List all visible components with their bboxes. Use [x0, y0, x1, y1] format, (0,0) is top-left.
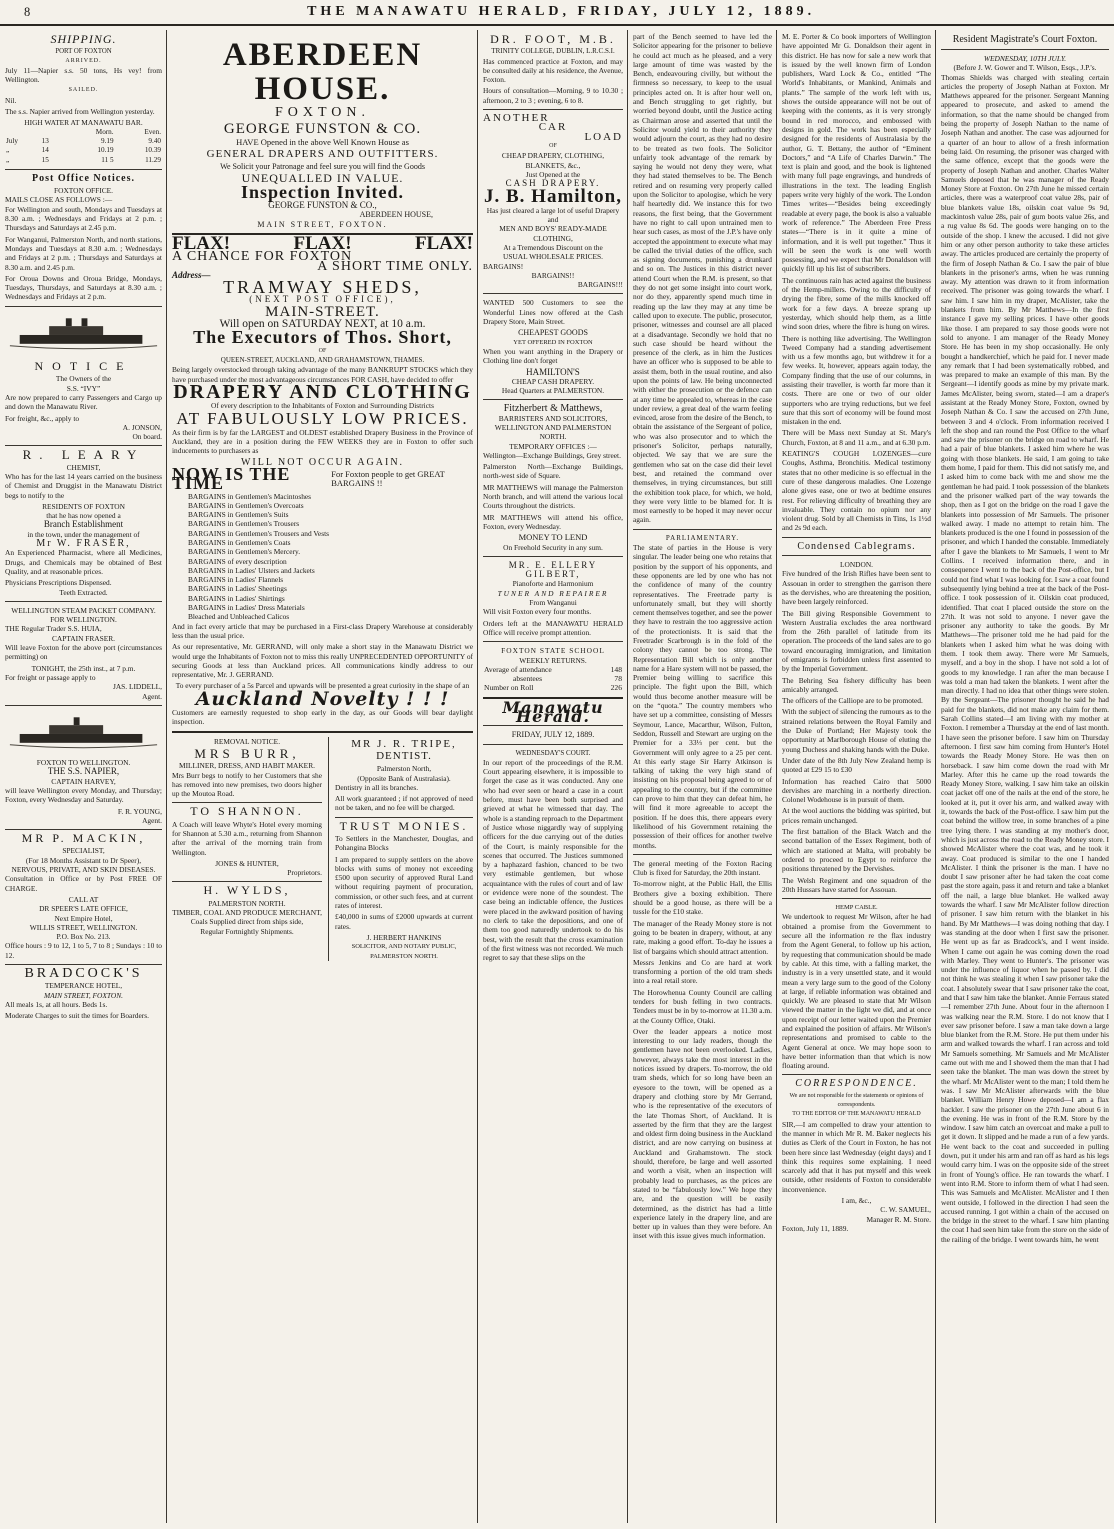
table-row: [5, 128, 162, 137]
matthews-text: MR MATTHEWS will manage the Palmerston North branch, and will attend the various local Courts throughout the districts.: [483, 482, 623, 511]
correspondence-to: TO THE EDITOR OF THE MANAWATU HERALD: [792, 1111, 921, 1118]
now-is-row: [172, 463, 473, 494]
leary-text: Who has for the last 14 years carried on the business of Chemist and Druggist in the Manawatu District begs to notify to the: [5, 471, 162, 500]
trust-sig2: SOLICITOR, AND NOTARY PUBLIC,: [351, 943, 457, 951]
table-cell: 148: [610, 664, 622, 674]
mail-text: For Wanganui, Palmerston North, and north stations, Mondays and Tuesdays at 8.30 a.m. ; Wednesdays and Fridays at 2 p.m. ; Thursdays and Saturdays at 8.30 a.m. and 2.45 p.m.: [5, 234, 162, 272]
novelty-heading: Auckland Novelty ! ! !: [195, 687, 450, 710]
table-cell: Average of attendance: [484, 664, 552, 674]
foxton-sub: FOXTON.: [274, 105, 371, 120]
bargains-1: BARGAINS!: [483, 261, 524, 271]
foot-text: Has commenced practice at Foxton, and may be consulted daily at his residence, the Avenue, Foxton.: [483, 56, 623, 85]
school-heading: FOXTON STATE SCHOOL: [501, 646, 605, 656]
leary-text3: in the town, under the management of: [27, 529, 140, 539]
burr-sub: MILLINER, DRESS, AND HABIT MAKER.: [179, 761, 315, 771]
list-item: BARGAINS in Ladies' Dress Materials: [188, 603, 305, 613]
opened-text: HAVE Opened in the above Well Known House as: [236, 136, 409, 147]
funston-sig1: GEORGE FUNSTON & CO.,: [268, 200, 377, 211]
tripe-heading: MR J. R. TRIPE,: [351, 737, 457, 750]
mackin-addr2: Next Empire Hotel,: [54, 913, 113, 923]
cable-item: The officers of the Calliope are to be promoted.: [782, 696, 923, 706]
arrived-text: July 11—Napier s.s. 50 tons, Hs vey! from Wellington.: [5, 65, 162, 85]
high-water-heading: HIGH WATER AT MANAWATU BAR.: [24, 118, 143, 128]
leary-sub: CHEMIST,: [66, 462, 101, 472]
leary-text4: An Experienced Pharmacist, where all Medicines, Drugs, and Chemicals may be obtained of Best Quality, and at reasonable prices.: [5, 548, 162, 576]
tripe-text2: All work guaranteed ; if not approved of need not be taken, and no fee will be charged.: [335, 794, 473, 813]
table-cell: absentees: [513, 674, 543, 684]
cable-item: The Bill giving Responsible Government to Western Australia excludes the area northward from the 26th parallel of latitude from its operation. The proceeds of the land sales are to go toward encouraging immigration, and limitation of emigrants is forbidden unless first assented to by the Imperial Government.: [782, 608, 931, 674]
cable-item: Information has reached Cairo that 5000 dervishes are marching in a northerly direction. Colonel Wodehouse is in pursuit of them.: [782, 776, 931, 805]
steamship-icon: [5, 714, 162, 752]
table-cell: 9.19: [101, 136, 114, 145]
cable-item: At the wool auctions the bidding was spirited, but prices remain unchanged.: [782, 806, 931, 825]
page-mark: 8: [24, 4, 33, 19]
wsp-agent: JAS. LIDDELL,: [112, 682, 162, 692]
cash-drapery: CASH DRAPERY.: [505, 178, 601, 189]
list-item: BARGAINS in Gentlemen's Trousers: [188, 519, 300, 529]
chance-text: A CHANCE FOR FOXTON: [172, 249, 353, 265]
rm-court-text: Thomas Shields was charged with stealing certain articles the property of Joseph Nathan at Foxton. Mr Matthews appeared for the prisoner. Sergeant Manning appeared to prosecute, and asked to amend the information, so that the name should be changed from being the property of Joseph Nathan to the name of Joseph Nathan and another. The case was adjourned for a quarter of an hour to allow of a fresh information being laid. On resuming, the prisoner was charged with the same offence, except that the goods were the property of Joseph Nathan and another. Charles Walter Samuels deposed that he was manager of the Ready Money Store at Foxton. On 27th June he missed certain articles, there was a waterproof coat value 28s, pair of blue blankets value 18s, oilskin coat value 9s 9d, mackintosh value 28s, pair of gum boots value 26s, and a rug value 8s 6d. The goods were hanging on to the outside of the shop. I knew the accused. I did not give him or any other person authority to take these articles away. The articles produced are certainly the property of the firm of Joseph Nathan & Co. I saw the pair of blue blankets in the prisoner's arms, when he was running away. My attention was drawn to it from information received. The prisoner was going towards the wharf. I saw him. I saw him in my draper, McAlister, take the blankets from him. By Mr Matthews—In the first instance I gave my selling prices. I have other goods like those. I am prepared to say those goods were not sold to anyone. I am manager of the Ready Money Store. He has been in my shop occasionally. He only bought a handkerchief, which he paid for. I never made any remark that I had been systematically robbed, and was prepared to make an example of this man. By the Sergeant—I identify goods as mine by my private mark. James McAlister, being sworn, stated—I am a draper's assistant at the Ready Money Store, Foxton, owned by Joseph Nathan & Co. I saw the accused on 27th June, between 3 and 4 o'clock. From information received I left the shop and ran round the Post Office to the wharf and saw the prisoner on the bridge on road to wharf. He had a pair of blue blankets. I asked him where he was going with those blankets. He said, I am going to take them home, I paid for them. This did not satisfy me, and I asked him to come back with me and show me the gentleman he had paid. I took possession of the blankets and the prisoner walked part of the way towards the shop, then as I got on the bridge on the road I gave the blankets into possession of Mr Samuels. The prisoner walked away. I made no attempt to retain him. The blankets produced is the one I found in possession of the prisoner, and which I handed the constable. Immediately after I gave the blankets to Mr Samuels, I went to Mr Collins. I received information there, and in consequence I went to the back of the Post-office, but I could not find what I was looking for. I saw a coat found subsequently lying behind a tree at the back of the Post-office. I took possession of it. Oilskin coat produced, identified. That coat I placed outside the store on the 27th. It was not sold to anyone. I never gave the prisoner any authority to take the goods. By Mr Matthews—The prisoner told me he had paid for the blankets when I asked him what he was doing with them. I took them away. There were Mr Samuels, myself, and a boy in the shop. I have not sold a lot of goods to my knowledge. I ran after the man because I was told a man had taken the blankets. I went after the man directly. I had no idea that other things were stolen. By the Sergeant—The prisoner thought he said he had paid for the blankets, did not make any claim for them. Sarah Collins stated—I am living with my mother at Foxton. I remember a Thursday at the end of last month. I have seen the prisoner before. I saw him on Thursday afternoon. I first saw him coming from Hunter's Hotel towards the Ready Money Store. He was then on horseback. I saw him come down the road with Mr Marley. After this he came up the road towards the Ready Money Store, walking. I saw him take an oilskin coat jacket off one of the nails at the end of the store, he looked at it, put it over his arm, and walked away with it, towards the back of the Post-office. I saw him put the coat behind the willow tree, in some branches of a pine tree lying there. I was standing at my mother's door, which is just across the road to the Ready Money store. I showed McAlister where the coat was, and he took it away. Coat produced is similar to the one I handed McAlister. I think the prisoner is the man. I have no doubt I saw prisoner after he had taken the coat come past the store again, pass it and return and take a blanket off the nail, a large blue blanket. He walked away towards the wharf. I saw Mr McAlister follow direction of prisoner. I saw him return with the blanket in his hand. By Mr Matthews—I was doing nothing that day. I was standing at the door when I first saw the prisoner. He went up as far as Bradcock's, and I went inside. When I came out again he was coming down the road with Marley. They went to Hunter's. The prisoner was under the influence of liquor when he passed by. I did not think he was stealing it when I saw prisoner take the coat. I absolutely swear that I saw prisoner take the coat, and that I saw him take the blanket. Annie Ferraus stated—I remember 27th June. About four in the afternoon I was walking near the R.M. Store. I do not know that I ever saw prisoner before. I saw a man take down a large blue blanket from the R.M. Store. He put them under his arm and walked towards the wharf. I ran across and told Mr Samuels something. Mr Samuels and Mr McAlister came out with me and I showed them the man that I had seen take the blanket. The man was down the street by the wharf. Mr McAlister went to the man; I told them he was. I saw Mr McAlister afterwards with the blue blanket. William Henry Howe deposed—I am a flax hackler. I saw the prisoner on the 27th June about 6 in the evening. He was in front of the R.M. Store by the window. I saw him catch an overcoat and make a pull to get it down. It slipped and he made a run of a few yards. He went back to the coat and succeeded in pulling down, put it under his arm and ran off as hard as his legs would carry him. I was on the opposite side of the street in front of Young's office. He ran towards the wharf. I went into R.M. Store to inform them of what I had seen. This was Samuels and McAlister. McAlister and I then went outside, I followed in the direction I had seen the accused running. I got within a chain of the accused on the bridge in the street to the wharf. I saw him planting the coat I had seen him take from the store on the side of the railing of the bridge. I went towards him, he went: [941, 72, 1109, 1244]
inspection-heading: Inspection Invited.: [240, 181, 405, 202]
trust-sig: J. HERBERT HANKINS: [366, 932, 442, 942]
notice-text: Are now prepared to carry Passengers and Cargo up and down the Manawatu River.: [5, 392, 162, 412]
short-text: A SHORT TIME ONLY.: [317, 258, 473, 274]
correspondence-title: Manager R. M. Store.: [866, 1214, 931, 1224]
bottom-ads: [172, 737, 473, 961]
sailed-note: The s.s. Napier arrived from Wellington yesterday.: [5, 107, 155, 117]
fabulously-heading: AT FABULOUSLY LOW PRICES.: [176, 409, 469, 429]
bargain-list: [172, 492, 473, 622]
column-rule: [935, 30, 936, 1523]
removal-heading: REMOVAL NOTICE.: [213, 736, 281, 746]
column-rule: [477, 30, 478, 1523]
wsp-text: THE Regular Trader S.S. HUIA,: [5, 624, 102, 634]
solicit-text: We Solicit your Patronage and feel sure you will find the Goods: [220, 162, 425, 172]
temp-text: Wellington—Exchange Buildings, Grey street.: [483, 450, 621, 460]
tripe-sub: DENTIST.: [376, 749, 432, 762]
table-cell: „: [6, 155, 10, 164]
ftw-heading: FOXTON TO WELLINGTON.: [36, 758, 131, 768]
column-rule: [776, 30, 777, 1523]
ftw-agent2: Agent.: [142, 815, 162, 825]
representative-text: As our representative, Mr. GERRAND, will only make a short stay in the Manawatu District we would urge the Inhabitants of Foxton not to miss this really UNPRECEDENTED OPPORTUNITY of securing Goods at less than Auckland prices. All communications kindly address to our representative, Mr. J. GERRAND.: [172, 642, 473, 680]
table-cell: [41, 128, 64, 137]
now-side: For Foxton people to get GREAT BARGAINS !!: [331, 468, 445, 489]
ad-right: [335, 737, 473, 961]
when-you: When you want anything in the Drapery or Clothing line don't forget: [483, 346, 623, 366]
wanted-text: WANTED 500 Customers to see the Wonderful Lines now offered at the Cash Drapery Store, Main Street.: [483, 298, 623, 327]
ad-left: [172, 737, 322, 961]
flax-word: FLAX!: [293, 232, 352, 254]
mackin-sub3: NERVOUS, PRIVATE, AND SKIN DISEASES.: [11, 865, 156, 875]
parliamentary-text: The state of parties in the House is very singular. The leader being one who retains that position by the support of his opponents, and these opponents are led by one who has not the confidence of many of the country representatives. The Freetrade party is unfortunately small, but they will shortly cement themselves together, and see the power they have to restrain the too aggressive action of the protectionists. It is said that the Freetrader Scarbrough is in the fold of the colony they cannot be too strong. The Representation Bill which is only another name for a Hare system will not be passed, the Premier being willing to sacrifice this principle. The fight upon the Bill, which would thus become another measure will be on the “quota.” The country members who have set up a committee, consisting of Messrs Seymour, Lance, Macarthur, Wilson, Fulton, Seddon, Russell and Stewart are urging on the Premier for a 33⅓ per cent. but the Government will only agree to a 25 per cent. At this early stage Sir Harry Atkinson is talking of taking the very high stand of insisting on his proposal being agreed to or of appealing to the country, but if the committee can prove to him that they can defeat him, he will find it more agreeable to accept the position. If he does this, there appears every likelihood of his Government retaining the possession of their offices for another twelve months.: [633, 543, 772, 850]
table-cell: Number on Roll: [484, 683, 534, 693]
will-open: Will open on SATURDAY NEXT, at 10 a.m.: [219, 318, 426, 331]
school-table: [483, 665, 623, 693]
wsp-captain: CAPTAIN FRASER.: [51, 633, 116, 643]
mail-text: For Oroua Downs and Oroua Bridge, Mondays, Tuesdays, Thursdays, and Saturdays at 8.30 a.m. ; Wednesdays and Fridays at 2 p.m.: [5, 273, 162, 302]
court-heading: WEDNESDAY'S COURT.: [515, 748, 591, 757]
foot-hours: Hours of consultation—Morning, 9 to 10.30 ; afternoon, 2 to 3 ; evening, 6 to 8.: [483, 86, 623, 105]
column-4: [630, 30, 775, 1523]
leary-teeth: Teeth Extracted.: [59, 587, 108, 597]
high-water-table: [5, 128, 162, 165]
cable-item: The first battalion of the Black Watch and the second battalion of the Essex Regiment, both of which are stationed at Malta, will probably be ordered to proceed to Egypt to reinforce the positions threatened by the Dervishes.: [782, 827, 931, 874]
executors-heading: The Executors of Thos. Short,: [193, 327, 452, 348]
correspondence-heading: CORRESPONDENCE.: [795, 1078, 918, 1090]
local-item: There is nothing like advertising. The Wellington Tweed Company had a standing advertisement with us a few months ago, but withdrew it for a few weeks. It, however, appears again today, the Company finding that the use of our columns, in assisting their traveller, is worth far more than it costs. There are one or two of our older supporters who are trying reductions, but we feel sure that this sort of economy will be found most mistaken in the end.: [782, 333, 931, 427]
flax-word: FLAX!: [172, 232, 231, 254]
hamilton-heading: J. B. Hamilton,: [484, 186, 622, 208]
bradcock-addr: MAIN STREET, FOXTON.: [44, 990, 123, 1000]
tremendous: At a Tremendous Discount on the: [503, 242, 603, 252]
mackin-sub: SPECIALIST,: [62, 846, 105, 856]
trust-text: To Settlers in the Manchester, Douglas, and Pohangina Blocks: [335, 834, 473, 853]
fitz-heading: Fitzherbert & Matthews,: [503, 403, 603, 415]
arrived-heading: ARRIVED.: [65, 57, 102, 64]
port-label: PORT OF FOXTON: [55, 48, 112, 56]
correspondence-disclaimer: We are not responsible for the statements or opinions of correspondents.: [789, 1092, 924, 1109]
local-item: Over the leader appears a notice most interesting to our lady readers, though the gentlemen have not been overlooked. Ladies, however, always take the most interest in the notices issued by drapers. To-morrow, the old tram sheds, which for so long have been an eyesore to the town, will be opened as a drapery and clothing store by Mr Gerrand, who is the representative of the executors of the late Thomas Short, of Auckland. It is asserted by the firm that they are the largest and oldest firm doing business in the Auckland district, and are now carrying on business at Auckland and Grahamstown. The stock should, therefore, be large and well assorted and worth a visit, when an inspection will probably lead to purchases, as the prices are stated to be “fabulously low.” We hope they are, and the question will be easily determined, as the district has had a little experience lately in the drapery line, and are better up in values than they were before. An inset with this issue gives much information.: [633, 1026, 772, 1241]
column-6: [938, 30, 1112, 1523]
temp-offices: TEMPORARY OFFICES :—: [509, 441, 597, 451]
another-text: ANOTHER: [483, 112, 550, 125]
tripe-addr: Palmerston North,: [376, 764, 432, 774]
table-row: [483, 674, 623, 683]
rm-court-before: (Before J. W. Gower and T. Wilson, Esqs., J.P.'s.: [953, 63, 1097, 73]
every-article: And in fact every article that may be purchased in a First-class Drapery Warehouse at considerably less than the usual price.: [172, 621, 473, 640]
main-street: MAIN-STREET.: [265, 303, 380, 320]
hemp-heading: HEMP CABLE.: [835, 904, 878, 912]
local-item: The general meeting of the Foxton Racing Club is fixed for Saturday, the 20th instant.: [633, 858, 772, 878]
local-item: There will be Mass next Sunday at St. Mary's Church, Foxton, at 8 and 11 a.m., and at 6.30 p.m.: [782, 428, 931, 447]
wylds-sub: PALMERSTON NORTH.: [208, 898, 286, 908]
ellery-text2: Orders left at the MANAWATU HERALD Office will receive prompt attention.: [483, 618, 623, 637]
local-item: The continuous rain has acted against the business of the Hemp-millers. Owing to the difficulty of drying the fibre, some of the mills knocked off work for a few days. A breeze sprang up yesterday, which should help them, as a little wind soon dries, where the fibre is hung on wires.: [782, 275, 931, 332]
notice-owners: The Owners of the: [55, 374, 112, 384]
hamiltons-sub: CHEAP CASH DRAPERY.: [511, 376, 595, 386]
table-row: [5, 156, 162, 165]
notice-agent: A. JONSON,: [122, 422, 162, 432]
wsp-heading: WELLINGTON STEAM PACKET COMPANY.: [11, 605, 156, 615]
list-item: BARGAINS in Gentlemen's Macintoshes: [188, 491, 312, 501]
funston-sig2: ABERDEEN HOUSE,: [359, 210, 433, 220]
court-text: In our report of the proceedings of the R.M. Court appearing elsewhere, it is impossible to forget the case as it was conducted. Any one who had ever seen or heard a case in a court before, must have been both surprised and grieved at what he witnessed that day. The whole is a standing reproach to the Department of Justice whose niggardly way of supplying officers for the due carrying out of the duties of the Court, is mainly responsible for the scenes that occurred. The Justices summoned by a haphazard fashion, chanced to be two very estimable gentlemen, but whose acquaintance with the rules of court and of law or evidence were none of the soundest. The case being an indictable offence, the Justices were placed in the awkward position of having no clerk to take the depositions, and one of them too good naturedly undertook to do his best, with the result that the cross examination of the first witness was not recorded. We much regret to say that these slips on the: [483, 757, 623, 963]
now-is-heading: NOW IS THE TIME: [172, 463, 291, 494]
table-cell: „: [6, 146, 10, 155]
leary-branch: Branch Establishment: [43, 519, 124, 530]
column-1: [2, 30, 165, 1523]
editorial-text: part of the Bench seemed to have led the Solicitor appearing for the prisoner to believe he could act much as he pleased, and a very large amount of time was wasted by the Bench, endeavouring civilly, but without the firmness so necessary, to keep to the usual principles acted on. It is after hour well on, and Bench struggling to get rightly, but worried beyond doubt, until the Justice acting as Chairman arose and asserted that until the Solicitor would yield to their authority they would adjourn the court, as they had no desire to be treated as two fools. The Solicitor unfairly took advantage of the remark by saying he would not deny they were, what they had stated themselves to be. The Bench retired and on resuming very properly called upon the Solicitor to apologise, which he very half heartedly did. We instance this for two reasons, the first being, that the Government have no right to call upon untrained men to hear such cases, as most of the J.P.'s have only accepted the appointment to execute what may be called the trivial duties of the office, such as signing documents, punishing a drunkard and so on. The Justices in this district never attend Court when the R.M. is present, so that they do not get some insight into court work, nor do they, apparently spend much time in reading up the law they may at any time be called upon to execute. The public, prosecutor, prisoner, witnesses and counsel are all placed at a disadvantage. Secondly we hold that no such case should be heard without the presence of the clerk, as in him the Justices have an officer who is supposed to be able to assist them, both in the usual routine, and also upon the points of law. He being unconnected with either the prosecution or the defence can at any time be appealed to, whereas in the case under review, a great deal of the warm feeling evinced, arose from the desire of the Bench, to obtain the assistance of the Sergeant of police, who was also prosecutor and to which the prisoner's Solicitor, perhaps naturally, objected. We say that we are sure the gentlemen who sat on the case did their level best, and retained the command over themselves, in trying circumstances, but still the exhibition took place, for which, we hold, they were very little to be blamed for. It is most earnestly to be hoped it may never occur again.: [633, 32, 772, 525]
list-item: BARGAINS in Gentlemen's Suits: [188, 510, 289, 520]
sailed-text: Nil.: [5, 95, 17, 105]
cheap-text: CHEAP DRAPERY, CLOTHING, BLANKETS, &c.,: [501, 151, 605, 170]
cable-item: The Behring Sea fishery difficulty has been amicably arranged.: [782, 675, 931, 694]
notice-ship: S.S. “IVY”: [66, 383, 101, 393]
will-not: WILL NOT OCCUR AGAIN.: [240, 456, 405, 468]
notice-freight: For freight, &c., apply to: [5, 413, 80, 423]
notice-heading: NOTICE: [34, 359, 133, 374]
shannon-sig2: Proprietors.: [287, 868, 322, 878]
table-row: [5, 146, 162, 155]
column-rule: [166, 30, 167, 1523]
table-cell: 226: [610, 683, 622, 693]
funston-sig3: MAIN STREET, FOXTON.: [257, 219, 388, 229]
wsp-for: FOR WELLINGTON.: [50, 615, 117, 625]
table-cell: July: [6, 136, 18, 145]
shipping-heading: SHIPPING.: [50, 32, 117, 46]
column-rule: [627, 30, 628, 1523]
burr-heading: MRS BURR,: [194, 745, 300, 761]
cablegrams-heading: Condensed Cablegrams.: [797, 540, 916, 552]
head-quarters: Head Quarters at PALMERSTON.: [501, 386, 605, 396]
list-item: BARGAINS in Gentlemen's Overcoats: [188, 500, 304, 510]
trust-heading: TRUST MONIES.: [339, 818, 469, 833]
ellery-sub2: TUNER AND REPAIRER: [497, 588, 609, 598]
mackin-hours: Office hours : 9 to 12, 1 to 5, 7 to 8 ; Sundays : 10 to 12.: [5, 941, 162, 960]
bargains-3: BARGAINS!!!: [577, 280, 623, 290]
customers-text: Customers are earnestly requested to shop early in the day, as our Goods will bear daylight inspection.: [172, 708, 473, 727]
table-cell: [5, 128, 41, 137]
ftw-captain: CAPTAIN HARVEY,: [51, 776, 116, 786]
mail-text: For Wellington and south, Mondays and Tuesdays at 8.30 a.m. ; Wednesdays and Fridays at 2 p.m. ; Thursdays and Saturdays at 2.45 p.m.: [5, 204, 162, 233]
leary-manager: FRASER,: [76, 538, 131, 550]
list-item: BARGAINS in Ladies' Ulsters and Jackets: [188, 565, 315, 575]
mackin-addr3: WILLIS STREET, WELLINGTON.: [29, 922, 138, 932]
queen-street: QUEEN-STREET, AUCKLAND, AND GRAHAMSTOWN, THAMES.: [220, 355, 425, 364]
table-row: [483, 683, 623, 692]
masthead: [0, 0, 1114, 26]
foot-heading: DR. FOOT, M.B.: [490, 32, 616, 46]
next-po: (NEXT POST OFFICE),: [249, 294, 396, 305]
matthews-text2: MR MATTHEWS will attend his office, Foxton, every Wednesday.: [483, 512, 623, 531]
mackin-call: CALL AT: [68, 894, 99, 904]
wylds-text: Coals Supplied direct from ships side,: [190, 917, 304, 927]
leary-manager-prefix: Mr W.: [36, 538, 72, 550]
every-desc: Of every description to the Inhabitants of Foxton and Surrounding Districts: [211, 401, 434, 411]
list-item: BARGAINS in Gentlemen's Coats: [188, 537, 291, 547]
tramway-heading: TRAMWAY SHEDS,: [223, 277, 422, 298]
mails-close: MAILS CLOSE AS FOLLOWS :—: [5, 195, 113, 205]
bradcock-sub: TEMPERANCE HOTEL,: [44, 981, 123, 991]
just-text: Just Opened at the: [525, 169, 581, 179]
mackin-text: Consultation in Office or by Post FREE OF CHARGE.: [5, 874, 162, 893]
rm-court-heading: Resident Magistrate's Court Foxton.: [952, 34, 1098, 45]
leary-text2: that he has now opened a: [46, 511, 121, 521]
wylds-sub2: TIMBER, COAL AND PRODUCE MERCHANT,: [172, 908, 322, 918]
yet-offered: YET OFFERED IN FOXTON: [513, 338, 593, 346]
table-cell: Even.: [144, 127, 161, 136]
trust-sig3: PALMERSTON NORTH.: [370, 952, 438, 960]
shannon-text: A Coach will leave Whyte's Hotel every morning for Shannon at 5.30 a.m., returning from Shannon after the arrival of the morning train from Wellington.: [172, 819, 322, 857]
cheapest: CHEAPEST GOODS: [518, 328, 588, 338]
men-boys: MEN AND BOYS' READY-MADE CLOTHING,: [499, 224, 607, 243]
trust-text3: £40,000 in sums of £2000 upwards at current rates.: [335, 912, 473, 931]
cable-item: With the subject of silencing the rumours as to the strained relations between the Royal Family and the Duke of Portland; Her Majesty took the opportunity at Marlborough House of eluting the young Duchess and shaking hands with the Duke.: [782, 707, 931, 754]
correspondence-name: C. W. SAMUEL,: [880, 1205, 931, 1215]
wsp-date: TONIGHT, the 25th inst., at 7 p.m.: [31, 663, 136, 673]
list-item: Bleached and Unbleached Calicos: [188, 612, 290, 622]
load-text: LOAD: [584, 130, 623, 143]
table-cell: 78: [614, 674, 622, 684]
aberdeen-heading: ABERDEEN HOUSE.: [222, 37, 423, 107]
ellery-sub: Pianoforte and Harmonium: [512, 579, 594, 589]
steamship-icon: [5, 315, 162, 353]
wylds-heading: H. WYLDS,: [203, 883, 291, 898]
cable-item: Five hundred of the Irish Rifles have been sent to Assouan in order to strengthen the garrison there as the dervishes, who are threatening the position, have been largely reinforced.: [782, 569, 931, 607]
local-item: The manager of the Ready Money store is not going to be beaten in drapery, without, at any rate, making a good effort. To-day he issues a list of bargains which should attract attention.: [633, 918, 772, 956]
local-item: KEATING'S COUGH LOZENGES—cure Coughs, Asthma, Bronchitis. Medical testimony states that no other medicine is so effectual in the cure of these dangerous maladies. One Lozenge alone gives ease, one or two at bedtime ensures rest. For relieving difficulty of breathing they are invaluable. They contain no opium nor any violent drug. Sold by all Chemists in Tins, 1s 1½d and 2s 9d each.: [782, 449, 931, 533]
flax-word: FLAX!: [414, 232, 473, 254]
ftw-ship: THE S.S. NAPIER,: [47, 766, 120, 777]
weekly-returns: WEEKLY RETURNS.: [519, 655, 587, 665]
correspondence-sign: I am, &c.,: [841, 1196, 872, 1206]
wylds-text2: Regular Fortnightly Shipments.: [200, 926, 294, 936]
unequalled-text: UNEQUALLED IN VALUE.: [241, 171, 404, 186]
of-text: OF: [549, 142, 557, 149]
table-cell: 11.29: [145, 155, 161, 164]
list-item: BARGAINS in Ladies' Sheetings: [188, 584, 287, 594]
cable-item: The Welsh Regiment and one squadron of the 20th Hussars have started for Assouan.: [782, 875, 931, 894]
shannon-sig: JONES & HUNTER,: [215, 858, 279, 868]
trust-text2: I am prepared to supply settlers on the above blocks with sums of money not exceeding £500 upon security of approved Rural Land without requiring payment of procuration, commission, or other such fees, and at current rates of interest.: [335, 854, 473, 911]
drapers-text: GENERAL DRAPERS AND OUTFITTERS.: [206, 147, 439, 160]
parcel-text: To every purchaser of a 5s Parcel and upwards will be presented a great curiosity in the shape of an: [175, 681, 470, 691]
wsp-agent2: Agent.: [142, 691, 162, 701]
ellery-text: Will visit Foxton every four months.: [483, 607, 592, 617]
firm-text: As their firm is by far the LARGEST and OLDEST established Drapery Business in the Province of Auckland, they are in a position during the FEW WEEKS they are in Foxton to offer such inducements to purchasers as: [172, 427, 473, 456]
drapery-heading: DRAPERY AND CLOTHING: [173, 380, 472, 403]
london-label: LONDON.: [839, 560, 874, 570]
leary-residents: RESIDENTS OF FOXTON: [42, 501, 125, 511]
correspondence-date: Foxton, July 11, 1889.: [782, 1223, 849, 1233]
foot-sub: TRINITY COLLEGE, DUBLIN, L.R.C.S.I.: [491, 47, 615, 56]
column-5: [779, 30, 934, 1523]
tripe-text: Dentistry in all its branches.: [335, 782, 419, 792]
table-cell: 14: [41, 146, 49, 155]
mackin-addr: DR SPEER'S LATE OFFICE,: [39, 904, 128, 914]
of-text: OF: [318, 347, 327, 354]
flax-banner: [172, 232, 473, 254]
wellington-pn: WELLINGTON AND PALMERSTON NORTH.: [494, 422, 612, 442]
leary-rx: Physicians Prescriptions Dispensed.: [5, 578, 112, 588]
correspondence-text: SIR,—I am compelled to draw your attention to the manner in which Mr R. M. Baker neglects his duties as Clerk of the Court in Foxton, he has not been here since last Wednesday (eight days) and I think this requires some explaining. I need scarcely add that it has put myself and this week outside, other residents of Foxton to considerable inconvenience.: [782, 1119, 931, 1194]
barristers: BARRISTERS AND SOLICITORS,: [498, 413, 608, 423]
temp-text2: Palmerston North—Exchange Buildings, north-west side of Square.: [483, 462, 623, 481]
overstocked-text: Being largely overstocked through taking advantage of the many BANKRUPT STOCKS which they have purchased under the most advantageous circumstances FOR CASH, have decided to offer: [172, 365, 473, 384]
parliamentary-heading: PARLIAMENTARY.: [665, 533, 740, 542]
table-cell: 10.19: [97, 146, 114, 155]
sailed-heading: SAILED.: [68, 87, 99, 94]
address-label: Address—: [172, 269, 211, 280]
bradcock-meals: All meals 1s, at all hours. Beds 1s.: [5, 999, 108, 1009]
burr-text: Mrs Burr begs to notify to her Customers that she has removed into new premises, two doors higher up the Moutoa Road.: [172, 770, 322, 799]
wsp-freight: For freight or passage apply to: [5, 672, 96, 682]
mackin-heading: MR P. MACKIN,: [21, 831, 146, 846]
list-item: BARGAINS of every description: [188, 556, 287, 566]
table-cell: 10.39: [144, 146, 161, 155]
funston-heading: GEORGE FUNSTON & CO.: [223, 121, 422, 138]
local-item: To-morrow night, at the Public Hall, the Ellis Brothers give a boxing exhibition. There should be a good house, as there will be a tussle for the £10 stake.: [633, 879, 772, 917]
column-2: [169, 30, 476, 1523]
local-item: The Horowhenua County Council are calling tenders for bush felling in two contracts. Tenders must be in by to-morrow at 11.30 a.m. at the County Office, Otaki.: [633, 987, 772, 1025]
table-cell: 13: [41, 136, 49, 145]
money-heading: MONEY TO LEND: [518, 532, 588, 543]
table-row: [483, 665, 623, 674]
masthead-title: THE MANAWATU HERALD, FRIDAY, JULY 12, 1889.: [307, 4, 816, 19]
table-row: [5, 137, 162, 146]
bargains-2: BARGAINS!!: [531, 270, 575, 280]
ftw-agent: F. R. YOUNG,: [117, 806, 162, 816]
hamiltons: HAMILTON'S: [526, 366, 580, 377]
mackin-sub2: (For 18 Months Assistant to Dr Speer),: [25, 855, 142, 865]
ftw-text: will leave Wellington every Monday, and Thursday; Foxton, every Wednesday and Saturday.: [5, 786, 162, 805]
money-text: On Freehold Security in any sum.: [503, 542, 603, 552]
usual: USUAL WHOLESALE PRICES.: [503, 252, 603, 262]
mackin-box: P.O. Box No. 213.: [56, 932, 111, 942]
table-cell: 15: [41, 155, 49, 164]
table-cell: 11 5: [101, 155, 114, 164]
has-just: Has just cleared a large lot of useful Drapery and: [486, 205, 620, 225]
list-item: BARGAINS in Ladies' Shirtings: [188, 593, 285, 603]
list-item: BARGAINS in Gentlemen's Trousers and Vests: [188, 528, 330, 538]
herald-date: FRIDAY, JULY 12, 1889.: [511, 730, 595, 740]
tripe-addr2: (Opposite Bank of Australasia).: [357, 773, 451, 783]
column-3: [480, 30, 626, 1523]
cable-item: Under date of the 8th July New Zealand hemp is quoted at £29 15 to £30: [782, 755, 931, 775]
post-office-sub: FOXTON OFFICE.: [54, 186, 113, 196]
post-office-heading: Post Office Notices.: [31, 172, 136, 184]
notice-board: On board.: [132, 432, 162, 442]
rm-court-date: WEDNESDAY, 10TH JULY.: [983, 54, 1067, 63]
bradcock-heading: BRADCOCK'S: [24, 966, 143, 982]
hemp-text: We undertook to request Mr Wilson, after he had obtained a promise from the Government to secure all the information re the flax industry from the Agent General, to follow up his action, by requesting that communication should be made by cable. At this time, with a falling market, the industry is in a very unsettled state, and it would mean a very large sum to the good of the Colony at large, if reliable information was obtained and quickly. We are pleased to state that Mr Wilson viewed the matter in the light we did, and at once upon receipt of our letter waited upon the Premier and explained the position of affairs. Mr Wilson's representations and promised to cable to the Agent General at once. We may hope soon to have better information than that which is now floating around.: [782, 912, 932, 1071]
list-item: BARGAINS in Gentlemen's Mercery.: [188, 547, 301, 557]
bradcock-charges: Moderate Charges to suit the times for Boarders.: [5, 1011, 149, 1021]
herald-nameplate: Manawatu Herald.: [502, 697, 604, 726]
list-item: BARGAINS in Ladies' Flannels: [188, 575, 284, 585]
leary-heading: R. LEARY: [22, 447, 145, 463]
shannon-heading: TO SHANNON.: [190, 804, 304, 819]
ellery-sub3: From Wanganui: [529, 598, 577, 608]
wsp-text2: Will leave Foxton for the above port (circumstances permitting) on: [5, 643, 162, 662]
car-text: CAR: [538, 121, 568, 134]
local-item: Messrs Jenkins and Co are hard at work transforming a portion of the old tram sheds into a real retail store.: [633, 957, 772, 986]
table-cell: 9.40: [148, 136, 161, 145]
ellery-heading: MR. E. ELLERY GILBERT,: [508, 559, 598, 580]
table-cell: Morn.: [95, 127, 114, 136]
local-item: M. E. Porter & Co book importers of Wellington have appointed Mr G. Donaldson their agent in this district. He has now for sale a new work that is issued by the well known firm of London publishers, Ward Lock & Co., entitled “The World's Inhabitants, or Mankind, Animals and plants.” The sample of the work left with us, shows the outside appearance will not be out of keeping with the contents, as it is very strongly bound in red morocco, and embossed with designs in gold. The work has been especially designed for the residents of Australasia by the author, G. T. Bettany, the author of “Eminent Doctors,” and “A Life of Charles Darwin.” The text is plain and good, and the book is lightened with many full page engravings, and hundreds of illustrations in the text. The leading English papers write very highly of the work. The London Times writes—“Besides being exceedingly readable at every page, the book is also a valuable work of reference.” The Aberdeen Free Press states—“There is in it quite a mine of information, and it is well put together.” Thus it will be seen the work is one well worth possessing, and we expect that Mr Donaldson will quickly fill up his list of subscribers.: [782, 32, 931, 274]
